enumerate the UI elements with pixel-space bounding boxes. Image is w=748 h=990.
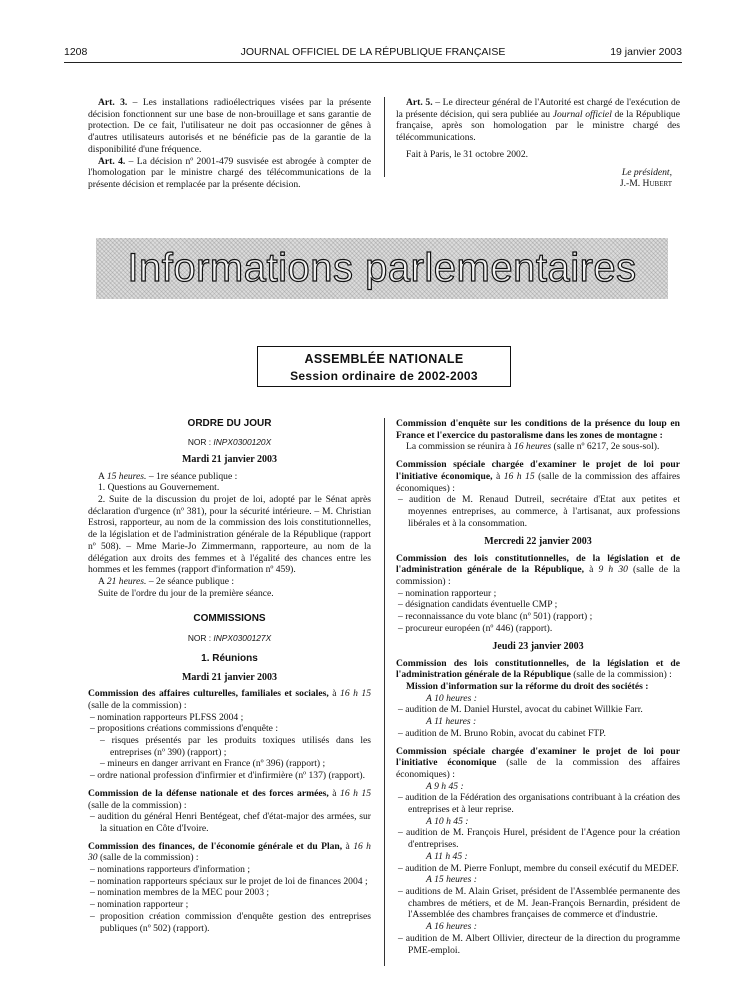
seance-1: A 15 heures. – 1re séance publique : bbox=[98, 470, 238, 482]
banner-title: Informations parlementaires bbox=[127, 246, 637, 291]
list-item: – audition de la Fédération des organisations contribuant à la création des entreprises et à leur reprise. bbox=[398, 792, 680, 816]
assembly-name: ASSEMBLÉE NATIONALE bbox=[304, 352, 464, 366]
articles-left bbox=[88, 97, 371, 191]
list-item: – audition du général Henri Bentégeat, chef d'état-major des armées, sur la situation en Côte d'Ivoire. bbox=[90, 811, 371, 834]
list-item: – nomination rapporteur ; bbox=[90, 899, 189, 911]
nor-reference: NOR : INPX0300120X bbox=[187, 437, 272, 448]
president-name: J.-M. Hubert bbox=[619, 178, 672, 190]
nor-reference: NOR : INPX0300127X bbox=[187, 632, 272, 643]
page-header bbox=[64, 46, 682, 60]
list-item: – audition de M. Albert Ollivier, directeur de la direction du programme PME-emploi. bbox=[398, 932, 680, 956]
column-divider bbox=[384, 418, 385, 966]
article-4: Art. 4. – La décision nº 2001-479 susvisée est abrogée à compter de l'homologation par le ministre chargé des télécommunications de la présente décision et remplacée par la présente décision. bbox=[88, 155, 371, 190]
commission-heading: Commission des lois constitutionnelles, de la législation et de l'administration générale de la République (salle de la commission) : bbox=[396, 657, 680, 681]
seance-2: A 21 heures. – 2e séance publique : bbox=[98, 575, 235, 587]
list-item: – nomination rapporteur ; bbox=[398, 587, 497, 599]
president-label: Le président, bbox=[621, 166, 672, 178]
header-rule bbox=[64, 62, 682, 63]
time-slot: A 10 heures : bbox=[426, 692, 477, 704]
assembly-box bbox=[257, 346, 511, 387]
commission-heading: Commission d'enquête sur les conditions de la présence du loup en France et l'exercice du pastoralisme dans les zones de montagne : bbox=[396, 418, 680, 441]
list-item: – risques présentés par les produits toxiques utilisés dans les entreprises (nº 390) (rapport) ; bbox=[100, 734, 371, 758]
list-item: – reconnaissance du vote blanc (nº 501) (rapport) ; bbox=[398, 611, 593, 623]
list-item: – propositions créations commissions d'enquête : bbox=[90, 723, 278, 735]
page-number: 1208 bbox=[64, 46, 88, 58]
agenda-item: 1. Questions au Gouvernement. bbox=[98, 482, 220, 494]
time-slot: A 15 heures : bbox=[426, 874, 477, 886]
commission-note: La commission se réunira à 16 heures (salle nº 6217, 2e sous-sol). bbox=[406, 441, 660, 453]
commission-heading: Commission spéciale chargée d'examiner le projet de loi pour l'initiative économique (salle de la commission des affaires économiques) : bbox=[396, 745, 680, 780]
list-item: – audition de M. Bruno Robin, avocat du cabinet FTP. bbox=[398, 727, 606, 739]
list-item: – nomination rapporteurs PLFSS 2004 ; bbox=[90, 711, 244, 723]
journal-title: JOURNAL OFFICIEL DE LA RÉPUBLIQUE FRANÇAISE bbox=[240, 46, 506, 58]
signature-block bbox=[396, 167, 680, 190]
time-slot: A 11 heures : bbox=[426, 716, 477, 728]
commission-heading: Commission des lois constitutionnelles, de la législation et de l'administration générale de la République, à 9 h 30 (salle de la commission) : bbox=[396, 552, 681, 587]
commissions-title: COMMISSIONS bbox=[193, 613, 266, 625]
day-heading: Mercredi 22 janvier 2003 bbox=[484, 536, 592, 548]
list-item: – nomination membres de la MEC pour 2003 ; bbox=[90, 887, 270, 899]
list-item: – nomination rapporteurs spéciaux sur le projet de loi de finances 2004 ; bbox=[90, 875, 368, 887]
list-item: – auditions de M. Alain Griset, président de l'Assemblée permanente des chambres de métiers, et de M. Jean-François Bernardin, président de l'Assemblée des chambres françaises de commerce et d'industrie. bbox=[398, 885, 680, 921]
list-item: – audition de M. Daniel Hurstel, avocat du cabinet Willkie Farr. bbox=[398, 704, 643, 716]
fait-a-paris: Fait à Paris, le 31 octobre 2002. bbox=[406, 148, 529, 160]
list-item: – procureur européen (nº 446) (rapport). bbox=[398, 622, 553, 634]
ordre-du-jour-title: ORDRE DU JOUR bbox=[187, 418, 272, 429]
reunions-heading: 1. Réunions bbox=[201, 652, 258, 664]
commission-heading: Commission spéciale chargée d'examiner le projet de loi pour l'initiative économique, à 16 h 15 (salle de la commission des affaires économiques) : bbox=[396, 459, 680, 494]
right-column bbox=[396, 418, 680, 956]
list-item: – proposition création commission d'enquête gestion des entreprises publiques (nº 502) (rapport). bbox=[90, 910, 371, 934]
time-slot: A 11 h 45 : bbox=[426, 850, 468, 862]
list-item: – ordre national profession d'infirmier et d'infirmière (nº 137) (rapport). bbox=[90, 770, 365, 782]
articles-right bbox=[396, 97, 680, 190]
time-slot: A 16 heures : bbox=[426, 921, 477, 933]
agenda-item: 2. Suite de la discussion du projet de loi, adopté par le Sénat après déclaration d'urgence (nº 381), pour la sécurité intérieure. – M. Christian Estrosi, rapporteur, au nom de la commission des lois constitutionnelles, de la législation et de l'administration générale de la République (rapport nº 508). – Mme Marie-Jo Zimmermann, rapporteure, au nom de la délégation aux droits des femmes et à l'égalité des chances entre les hommes et les femmes (rapport d'information nº 459). bbox=[88, 494, 371, 576]
commission-heading: Commission des finances, de l'économie générale et du Plan, à 16 h 30 (salle de la commission) : bbox=[88, 840, 371, 864]
list-item: – désignation candidats éventuelle CMP ; bbox=[398, 599, 558, 611]
day-heading: Mardi 21 janvier 2003 bbox=[181, 454, 278, 466]
day-heading: Jeudi 23 janvier 2003 bbox=[492, 641, 584, 653]
list-item: – mineurs en danger arrivant en France (nº 396) (rapport) ; bbox=[100, 758, 326, 770]
list-item: – nominations rapporteurs d'information ; bbox=[90, 864, 250, 876]
list-item: – audition de M. Pierre Fonlupt, membre du conseil exécutif du MEDEF. bbox=[398, 862, 679, 874]
time-slot: A 10 h 45 : bbox=[426, 815, 469, 827]
column-divider-top bbox=[384, 97, 385, 177]
commission-heading: Commission de la défense nationale et des forces armées, à 16 h 15 (salle de la commission) : bbox=[88, 787, 372, 811]
list-item: – audition de M. Renaud Dutreil, secrétaire d'Etat aux petites et moyennes entreprises, au commerce, à l'artisanat, aux professions libérales et à la consommation. bbox=[398, 494, 680, 529]
commission-heading: Commission des affaires culturelles, familiales et sociales, à 16 h 15 (salle de la commission) : bbox=[88, 688, 371, 711]
issue-date: 19 janvier 2003 bbox=[610, 46, 682, 58]
day-heading: Mardi 21 janvier 2003 bbox=[181, 671, 278, 683]
session-name: Session ordinaire de 2002-2003 bbox=[290, 369, 478, 384]
article-5: Art. 5. – Le directeur général de l'Autorité est chargé de l'exécution de la présente décision, qui sera publiée au Journal officiel de la République française, après son homologation par le ministre chargé des télécommunications. bbox=[396, 97, 680, 144]
mission-heading: Mission d'information sur la réforme du droit des sociétés : bbox=[406, 681, 649, 693]
agenda-item: Suite de l'ordre du jour de la première séance. bbox=[98, 587, 274, 599]
time-slot: A 9 h 45 : bbox=[426, 780, 464, 792]
left-column bbox=[88, 418, 371, 934]
article-3: Art. 3. – Les installations radioélectriques visées par la présente décision fonctionnent sur une base de non-brouillage et sans garantie de protection. De ce fait, l'utilisateur ne doit pas occasionner de gênes à d'autres utilisateurs autorisés et ne bénéficie pas de la garantie de la disponibilité d'une fréquence. bbox=[88, 97, 371, 155]
list-item: – audition de M. François Hurel, président de l'Agence pour la création d'entreprises. bbox=[398, 827, 680, 851]
section-banner bbox=[96, 238, 668, 299]
